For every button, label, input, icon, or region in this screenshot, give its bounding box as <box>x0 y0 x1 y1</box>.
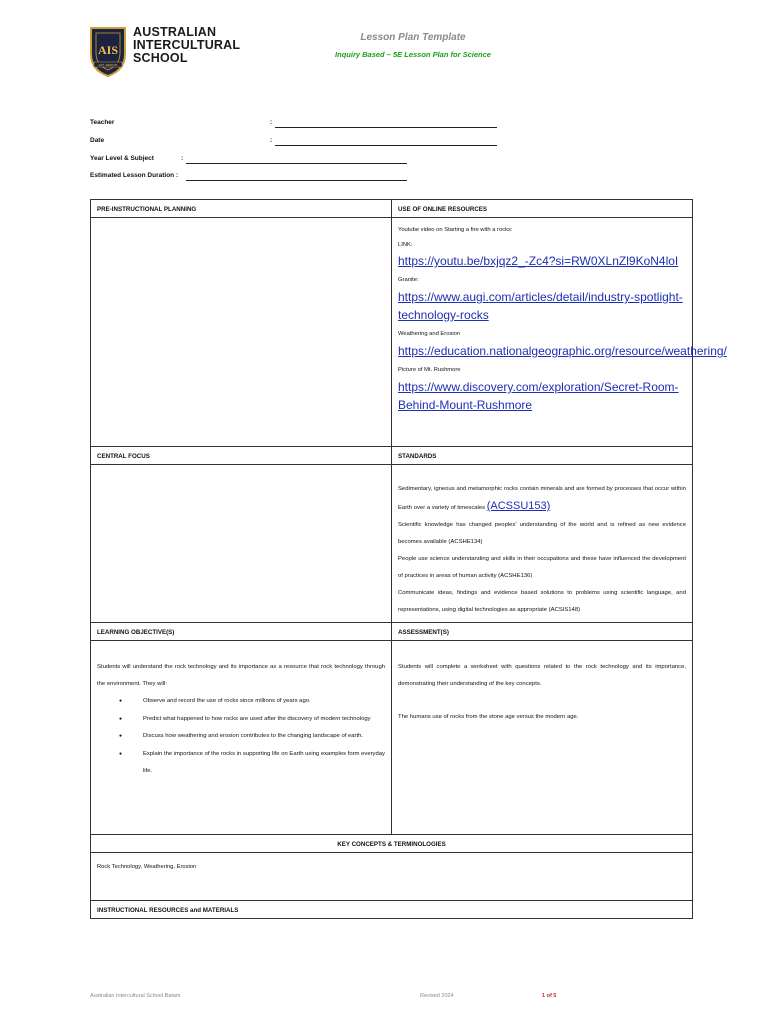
date-colon: : <box>270 137 273 144</box>
pre-planning-cell[interactable] <box>91 218 392 447</box>
granite-link[interactable]: https://www.augi.com/articles/detail/industry-spotlight-technology-rocks <box>398 290 683 322</box>
duration-input-line[interactable] <box>186 180 407 181</box>
document-title: Lesson Plan Template <box>360 32 466 43</box>
learning-objectives-header: LEARNING OBJECTIVE(S) <box>91 623 392 641</box>
objective-item: ● Explain the importance of the rocks in supporting life on Earth using examples form everyday life. <box>143 746 385 781</box>
shield-icon <box>88 24 128 78</box>
central-focus-header: CENTRAL FOCUS <box>91 447 392 465</box>
pre-planning-header: PRE-INSTRUCTIONAL PLANNING <box>91 200 392 218</box>
assessment-cell <box>392 641 693 835</box>
online-resources-cell <box>392 218 727 447</box>
standard-item: Communicate ideas, findings and evidence based solutions to problems using scientific language, and representations, using digital technologies as appropriate (ACSIS148) <box>398 590 686 613</box>
footer-page-number: 1 of 5 <box>542 993 557 999</box>
assessment-item: The humans use of rocks from the stone age versus the modern age. <box>398 714 579 720</box>
key-concepts-cell <box>91 853 693 901</box>
teacher-input-line[interactable] <box>275 127 497 128</box>
school-name-line: INTERCULTURAL <box>133 38 241 52</box>
key-concepts-header: KEY CONCEPTS & TERMINOLOGIES <box>91 835 693 853</box>
footer-revised: Revised 2024 <box>420 993 454 999</box>
standards-header: STANDARDS <box>392 447 693 465</box>
standard-text: Sedimentary, igneous and metamorphic rocks contain minerals and are formed by processes that occur within Earth over a variety of timescales <box>398 486 686 511</box>
school-name-line: AUSTRALIAN <box>133 25 217 39</box>
date-input-line[interactable] <box>275 145 497 146</box>
duration-label: Estimated Lesson Duration : <box>90 172 179 179</box>
instructional-resources-header: INSTRUCTIONAL RESOURCES and MATERIALS <box>91 901 693 919</box>
standard-item: Scientific knowledge has changed peoples' understanding of the world and is refined as new evidence becomes available (ACSHE134) <box>398 522 686 545</box>
school-name <box>133 26 240 65</box>
school-logo <box>88 24 258 78</box>
document-subtitle: Inquiry Based – 5E Lesson Plan for Science <box>335 50 491 59</box>
standard-item <box>398 481 686 517</box>
learning-objectives-cell <box>91 641 392 835</box>
weathering-link[interactable]: https://education.nationalgeographic.org/resource/weathering/ <box>398 344 727 358</box>
standard-code-link[interactable]: (ACSSU153) <box>486 500 551 512</box>
standards-cell <box>392 465 693 623</box>
standard-item: People use science understanding and skills in their occupations and these have influenced the development of practices in areas of human activity (ACSHE136) <box>398 556 686 579</box>
logo-initials: AIS <box>97 43 119 57</box>
online-resources-header: USE OF ONLINE RESOURCES <box>392 200 693 218</box>
assessment-item: Students will complete a worksheet with questions related to the rock technology and its importance, demonstrating their understanding of the key concepts. <box>398 664 686 687</box>
objective-item: ● Predict what happened to how rocks are used after the discovery of modern technology <box>143 711 385 729</box>
rushmore-label: Picture of Mt. Rushmore <box>398 367 461 373</box>
teacher-colon: : <box>270 119 273 126</box>
date-label: Date <box>90 137 105 144</box>
objectives-intro: Students will understand the rock technology and its importance as a resource that rock technology through the environment. They will: <box>97 664 385 687</box>
lesson-plan-table <box>90 199 727 919</box>
rushmore-link[interactable]: https://www.discovery.com/exploration/Secret-Room-Behind-Mount-Rushmore <box>398 380 679 412</box>
year-level-input-line[interactable] <box>186 163 407 164</box>
footer-school: Australian Intercultural School Batam <box>90 993 181 999</box>
school-name-line: SCHOOL <box>133 51 188 65</box>
objective-item: ● Discuss how weathering and erosion contributes to the changing landscape of earth. <box>143 728 385 746</box>
logo-motto: EST. MMXVIII <box>98 63 118 67</box>
year-level-label: Year Level & Subject <box>90 155 154 162</box>
video-link[interactable]: https://youtu.be/bxjqz2_-Zc4?si=RW0XLnZl9KoN4loI <box>398 254 679 268</box>
teacher-label: Teacher <box>90 119 115 126</box>
objective-item: ● Observe and record the use of rocks since millions of years ago. <box>143 693 385 711</box>
granite-label: Granite: <box>398 277 419 283</box>
link-label: LINK: <box>398 242 413 248</box>
assessment-header: ASSESSMENT(S) <box>392 623 693 641</box>
central-focus-cell[interactable] <box>91 465 392 623</box>
key-concepts-text: Rock Technology, Weathering, Erosion <box>97 864 197 870</box>
objectives-list <box>97 693 385 781</box>
weathering-label: Weathering and Erosion <box>398 331 461 337</box>
year-level-colon: : <box>181 155 184 162</box>
video-label: Youtube video on Starting a fire with a rocks: <box>398 227 513 233</box>
